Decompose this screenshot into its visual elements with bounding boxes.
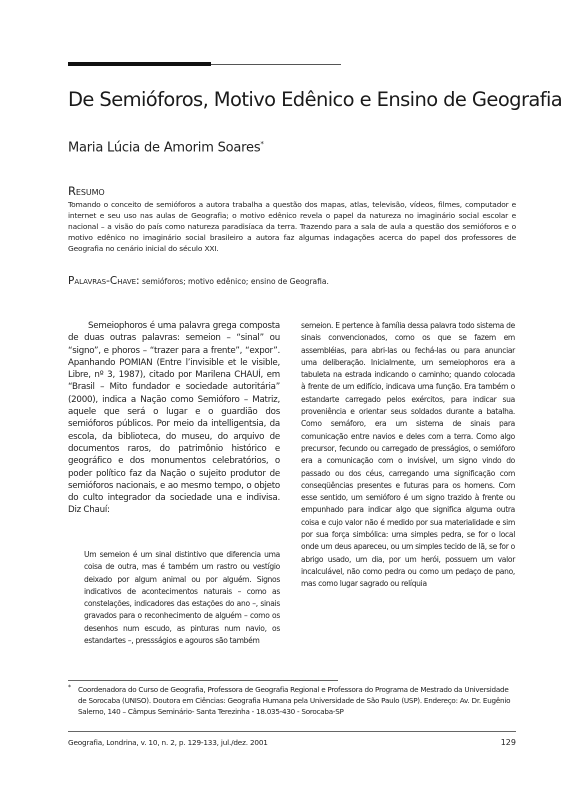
footnote [68, 684, 516, 718]
body-right-text: semeion. E pertence à família dessa palavra todo sistema de sinais convencionados, como os que se fazem em assembléias, para abri-las ou fechá-las ou para anunciar uma deliberação. Inicialmente, um semeiophoros era a tabuleta na estrada indicando o caminho; quando colocada à frente de um edifício, indicava uma função. Era também o estandarte carregado pelos exércitos, para indicar sua proveniência e orientar seus soldados durante a batalha. Como semáforo, era um sistema de sinais para comunicação entre navios e deles com a terra. Como algo precursor, fecundo ou carregado de presságios, o semióforo era a comunicação com o invisível, um signo vindo do passado ou dos céus, carregando uma significação com conseqüências presentes e futuras para os homens. Com esse sentido, um semióforo é um signo trazido à frente ou empunhado para indicar algo que significa alguma outra coisa e cujo valor não é medido por sua materialidade e sim por sua força simbólica: uma simples pedra, se for o local onde um deus apareceu, ou um simples tecido de lã, se for o abrigo usado, um dia, por um herói, possuem um valor incalculável, não como pedra ou como um pedaço de pano, mas como lugar sagrado ou relíquia [301, 321, 515, 589]
journal-citation: Geografia, Londrina, v. 10, n. 2, p. 129-133, jul./dez. 2001 [68, 738, 268, 747]
page-number: 129 [500, 738, 516, 747]
header-rule-thin [211, 64, 341, 65]
footer-rule [68, 731, 516, 732]
keywords-line [68, 275, 516, 287]
block-quote: Um semeion é um sinal distintivo que diferencia uma coisa de outra, mas é também um rastro ou vestígio deixado por algum animal ou por alguém. Signos indicativos de acontecimentos naturais – como as constelações, indicadores das estações do ano –, sinais gravados para o reconhecimento de alguém – como os desenhos num escudo, as pinturas num navio, os estandartes –, pressságios e agouros são também [84, 550, 280, 646]
abstract-text: Tomando o conceito de semióforos a autora trabalha a questão dos mapas, atlas, televisão, vídeos, filmes, computador e internet e seu uso nas aulas de Geografia; o motivo edênico revela o papel da natureza no imaginário social escolar e nacional – a visão do país como natureza paradisíaca da terra. Trazendo para a sala de aula a questão dos semióforos e o motivo edênico no imaginário social brasileiro a autora faz algumas indagações acerca do papel dos professores de Geografia no cenário inicial do século XXI. [68, 200, 516, 253]
author-name: Maria Lúcia de Amorim Soares [68, 140, 261, 156]
footnote-mark: * [68, 684, 71, 691]
author-line [68, 140, 264, 155]
footnote-rule [68, 680, 338, 681]
body-right-column [301, 320, 515, 591]
body-left-column [68, 320, 280, 517]
keywords-heading: Palavras-Chave: [68, 275, 140, 287]
footnote-text: Coordenadora do Curso de Geografia, Professora de Geografia Regional e Professora do Programa de Mestrado da Universidade de Sorocaba (UNISO). Doutora em Ciências: Geografia Humana pela Universidade de São Paulo (USP). Endereço: Av. Dr. Eugênio Salerno, 140 – Câmpus Seminário- Santa Terezinha - 18.035-430 - Sorocaba-SP [78, 685, 511, 717]
body-paragraph: Semeiophoros é uma palavra grega composta de duas outras palavras: semeion – “sinal” ou “signo”, e phoros – “trazer para a frente”, “expor”. Apanhando POMIAN (Entre l’invisible et le visible, Libre, nº 3, 1987), citado por Marilena CHAUÍ, em “Brasil – Mito fundador e sociedade autoritária” (2000), indica a Nação como Semióforo – Matriz, aquele que será o lugar e o guardião dos semióforos públicos. Por meio da intelligentsia, da escola, da biblioteca, do museu, do arquivo de documentos raros, do patrimônio histórico e geográfico e dos monumentos celebratórios, o poder político faz da Nação o sujeito produtor de semióforos nacionais, e ao mesmo tempo, o objeto do culto integrador da sociedade una e indivisa. Diz Chauí: [68, 321, 280, 516]
author-note-mark: * [260, 140, 264, 148]
article-title: De Semióforos, Motivo Edênico e Ensino de Geografia [68, 88, 563, 111]
abstract-heading: Resumo [68, 184, 105, 198]
keywords-text: semióforos; motivo edênico; ensino de Geografia. [142, 277, 329, 286]
header-rule-thick [68, 62, 211, 66]
